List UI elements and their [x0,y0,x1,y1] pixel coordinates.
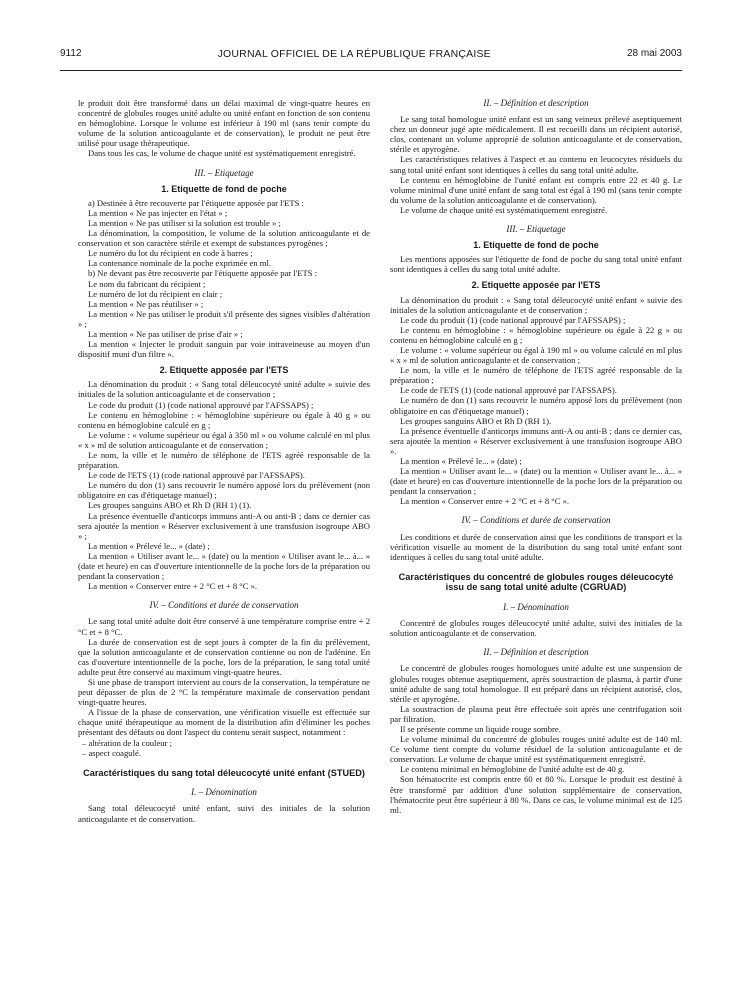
paragraph: Le volume minimal du concentré de globules rouges unité adulte est de 140 ml. Ce volume tient compte du volume résiduel de la solution anticoagulante et de conservation. Le volume de chaque unité est systématiquement enregistré. [390,734,682,765]
subsection-heading: 1. Etiquette de fond de poche [473,240,599,251]
section-heading: II. – Définition et description [483,647,589,658]
list-item: Le numéro du don (1) sans recouvrir le numéro apposé lors du prélèvement (non obligatoire en cas d'étiquetage manuel) ; [78,480,370,501]
subsection-heading: 2. Etiquette apposée par l'ETS [471,280,601,291]
paragraph: Le contenu en hémoglobine de l'unité enfant est compris entre 22 et 40 g. Le volume minimal d'une unité enfant de sang total est égal à 190 ml (sans tenir compte du volume de la solution anticoagulante et de conservation). [390,174,682,205]
list-item: Le contenu en hémoglobine : « hémoglobine supérieure ou égale à 22 g » ou contenu en hémoglobine calculé en g ; [390,324,682,345]
paragraph: La durée de conservation est de sept jours à compter de la fin du prélèvement, que la solution anticoagulante et de conservation contienne ou non de l'adénine. En cas d'ouverture intentionnelle de la poche, lors de la préparation, le sang total unité adulte peut être conservé au maximum vingt-quatre heures. [78,636,370,677]
list-item: La présence éventuelle d'anticorps immuns anti-A ou anti-B ; dans ce dernier cas, sera ajoutée la mention « Réserver exclusivement à une transfusion isogroupe ABO ». [390,425,682,456]
left-column [78,98,370,976]
section-heading: IV. – Conditions et durée de conservation [461,515,611,526]
list-item: La présence éventuelle d'anticorps immuns anti-A ou anti-B ; dans ce dernier cas sera ajoutée la mention « Réserver exclusivement à une transfusion isogroupe ABO » ; [78,510,370,541]
dash-item: – altération de la couleur ; [82,737,172,748]
list-item: Le numéro de don (1) sans recouvrir le numéro apposé lors du prélèvement (non obligatoire en cas d'étiquetage manuel) ; [390,395,682,416]
list-item: a) Destinée à être recouverte par l'étiquette apposée par l'ETS : [88,197,304,208]
section-heading: III. – Etiquetage [194,167,254,178]
list-item: b) Ne devant pas être recouverte par l'étiquette apposée par l'ETS : [88,268,318,279]
page-header [60,48,682,71]
page-number: 9112 [60,48,82,59]
dash-item: – aspect coagulé. [82,747,141,758]
list-item: Le volume : « volume supérieur ou égal à 190 ml » ou volume calculé en ml plus « x » ml de solution anticoagulante et de conservation ; [390,344,682,366]
subsection-heading: 1. Etiquette de fond de poche [161,183,287,194]
list-item: Le nom, la ville et le numéro de téléphone de l'ETS agréé responsable de la préparation ; [390,365,682,386]
paragraph: Le volume de chaque unité est systématiquement enregistré. [400,204,608,215]
chapter-heading: Caractéristiques du sang total déleucocyté unité enfant (STUED) [83,767,365,778]
list-item: Le nom du fabricant du récipient ; [88,278,206,289]
list-item: La mention « Injecter le produit sanguin par voie intraveineuse au moyen d'un dispositif muni d'un filtre ». [78,339,370,360]
ets-label-list [78,379,370,591]
list-item: Le numéro de lot du récipient en clair ; [88,288,223,299]
section-heading: III. – Etiquetage [506,224,566,235]
paragraph: Son hématocrite est compris entre 60 et 80 %. Lorsque le produit est destiné à être transformé par addition d'une solution supplémentaire de conservation, l'hématocrite peut être supérieur à 80 %. Dans ce cas, le volume minimal est de 125 ml. [390,774,682,815]
list-item: La contenance nominale de la poche exprimée en ml. [88,258,272,269]
fond-de-poche-list [78,198,370,360]
paragraph: Le contenu minimal en hémoglobine de l'unité adulte est de 40 g. [400,764,625,775]
section-heading: II. – Définition et description [483,98,589,108]
list-item: Le code de l'ETS (1) (code national approuvé par l'AFSSAPS). [88,470,305,481]
list-item: La dénomination du produit : « Sang total déleucocyté unité enfant » suivie des initiales de la solution anticoagulante et de conservation ; [390,294,682,315]
paragraph: La soustraction de plasma peut être effectuée soit après une centrifugation soit par filtration. [390,703,682,724]
list-item: Le contenu en hémoglobine : « hémoglobine supérieure ou égale à 40 g » ou contenu en hémoglobine calculé en g ; [78,409,370,430]
list-item: La mention « Ne pas utiliser si la solution est trouble » ; [88,217,281,228]
list-item: Le code du produit (1) (code national approuvé par l'AFSSAPS) ; [88,399,314,410]
paragraph: Le concentré de globules rouges homologues unité adulte est une suspension de globules rouges obtenue aseptiquement, après soustraction de plasma, à partir d'une unité adulte de sang total homologue. Il est préparé dans un récipient autorisé, clos, stérile et apyrogène. [390,663,682,704]
subsection-heading: 2. Etiquette apposée par l'ETS [159,365,289,376]
list-item: Le numéro du lot du récipient en code à barres ; [88,248,253,259]
section-heading: I. – Dénomination [191,787,257,798]
list-item: Les groupes sanguins ABO et Rh D (RH 1). [400,415,552,426]
paragraph: Les conditions et durée de conservation ainsi que les conditions de transport et la vérification visuelle au moment de la distribution du sang total unité enfant sont identiques à celles du sang total unité adulte. [390,531,682,562]
paragraph: Il se présente comme un liquide rouge sombre. [400,723,561,734]
list-item: La mention « Prélevé le... » (date) ; [400,456,522,466]
list-item: La mention « Ne pas utiliser le produit s'il présente des signes visibles d'altération » ; [78,308,370,329]
paragraph: Le sang total unité adulte doit être conservé à une température comprise entre + 2 °C et + 8 °C. [78,616,370,637]
paragraph: Sang total déleucocyté unité enfant, suivi des initiales de la solution anticoagulante et de conservation. [78,803,370,824]
right-column [390,98,682,976]
list-item: La dénomination du produit : « Sang total déleucocyté unité adulte » suivie des initiales de la solution anticoagulante et de conservation ; [78,379,370,400]
list-item: La mention « Utiliser avant le... » (date) ou la mention « Utiliser avant le... à... » (date et heure) en cas d'ouverture intentionnelle de la poche lors de la préparation ou pendant la conservation ; [390,466,682,497]
section-heading: I. – Dénomination [503,602,569,613]
paragraph: Dans tous les cas, le volume de chaque unité est systématiquement enregistré. [88,148,356,159]
section-heading: IV. – Conditions et durée de conservation [149,600,299,611]
paragraph: A l'issue de la phase de conservation, une vérification visuelle est effectuée sur chaque unité thérapeutique au moment de la distribution afin d'éliminer les poches présentant des défauts ou dont l'aspect du contenu serait suspect, notamment : [78,707,370,738]
list-item: Le code de l'ETS (1) (code national approuvé par l'AFSSAPS). [400,385,617,396]
list-item: La mention « Conserver entre + 2 °C et + 8 °C ». [88,581,258,592]
definition-list [390,114,682,215]
content-columns [78,98,682,976]
list-item: Le nom, la ville et le numéro de téléphone de l'ETS agréé responsable de la préparation. [78,450,370,471]
journal-title: JOURNAL OFFICIEL DE LA RÉPUBLIQUE FRANÇAISE [217,48,491,60]
list-item: Le volume : « volume supérieur ou égal à 350 ml » ou volume calculé en ml plus « x » ml de solution anticoagulante et de conservation ; [78,429,370,450]
paragraph: Concentré de globules rouges déleucocyté unité adulte, suivi des initiales de la solution anticoagulante et de conservation. [390,618,682,639]
paragraph: Les mentions apposées sur l'étiquette de fond de poche du sang total unité enfant sont identiques à celles du sang total unité adulte. [390,254,682,275]
paragraph: Le sang total homologue unité enfant est un sang veineux prélevé aseptiquement chez un donneur jugé apte médicalement. Il est recueilli dans un récipient autorisé, clos, contenant un volume approprié de solution anticoagulante et de conservation, stérile et apyrogène. [390,114,682,155]
list-item: La mention « Ne pas réutiliser » ; [88,298,204,309]
list-item: La mention « Prélevé le... » (date) ; [88,540,210,551]
chapter-heading: Caractéristiques du concentré de globules rouges déleucocyté issu de sang total unité adulte (CGRUAD) [398,571,674,593]
list-item: La mention « Conserver entre + 2 °C et + 8 °C ». [400,496,570,507]
definition-list [390,663,682,814]
list-item: La mention « Ne pas utiliser de prise d'air » ; [88,328,243,339]
list-item: La mention « Utiliser avant le... » (date) ou la mention « Utiliser avant le... à... » (date et heure) en cas d'ouverture intentionnelle de la poche lors de la préparation ou pendant la conservation ; [78,550,370,582]
conditions-list [78,616,370,757]
paragraph: le produit doit être transformé dans un délai maximal de vingt-quatre heures en concentré de globules rouges unité adulte ou unité enfant en fonction de son contenu en hémoglobine. Lorsque le volume est inférieur à 190 ml (sans tenir compte du volume de la solution anticoagulante et de conservation), le produit ne peut être utilisé pour usage thérapeutique. [78,98,370,149]
ets-label-list [390,295,682,507]
paragraph: Les caractéristiques relatives à l'aspect et au contenu en leucocytes résiduels du sang total unité enfant sont identiques à celles du sang total unité adulte. [390,154,682,175]
list-item: La dénomination, la composition, le volume de la solution anticoagulante et de conservation et son caractère stérile et exempt de substances pyrogènes ; [78,228,370,249]
paragraph: Si une phase de transport intervient au cours de la conservation, la température ne peut dépasser de plus de 2 °C la température maximale de conservation pendant vingt-quatre heures. [78,676,370,708]
list-item: Le code du produit (1) (code national approuvé par l'AFSSAPS) ; [400,314,626,325]
list-item: La mention « Ne pas injecter en l'état » ; [88,207,228,218]
list-item: Les groupes sanguins ABO et Rh D (RH 1) (1). [88,500,252,511]
publication-date: 28 mai 2003 [626,48,682,59]
